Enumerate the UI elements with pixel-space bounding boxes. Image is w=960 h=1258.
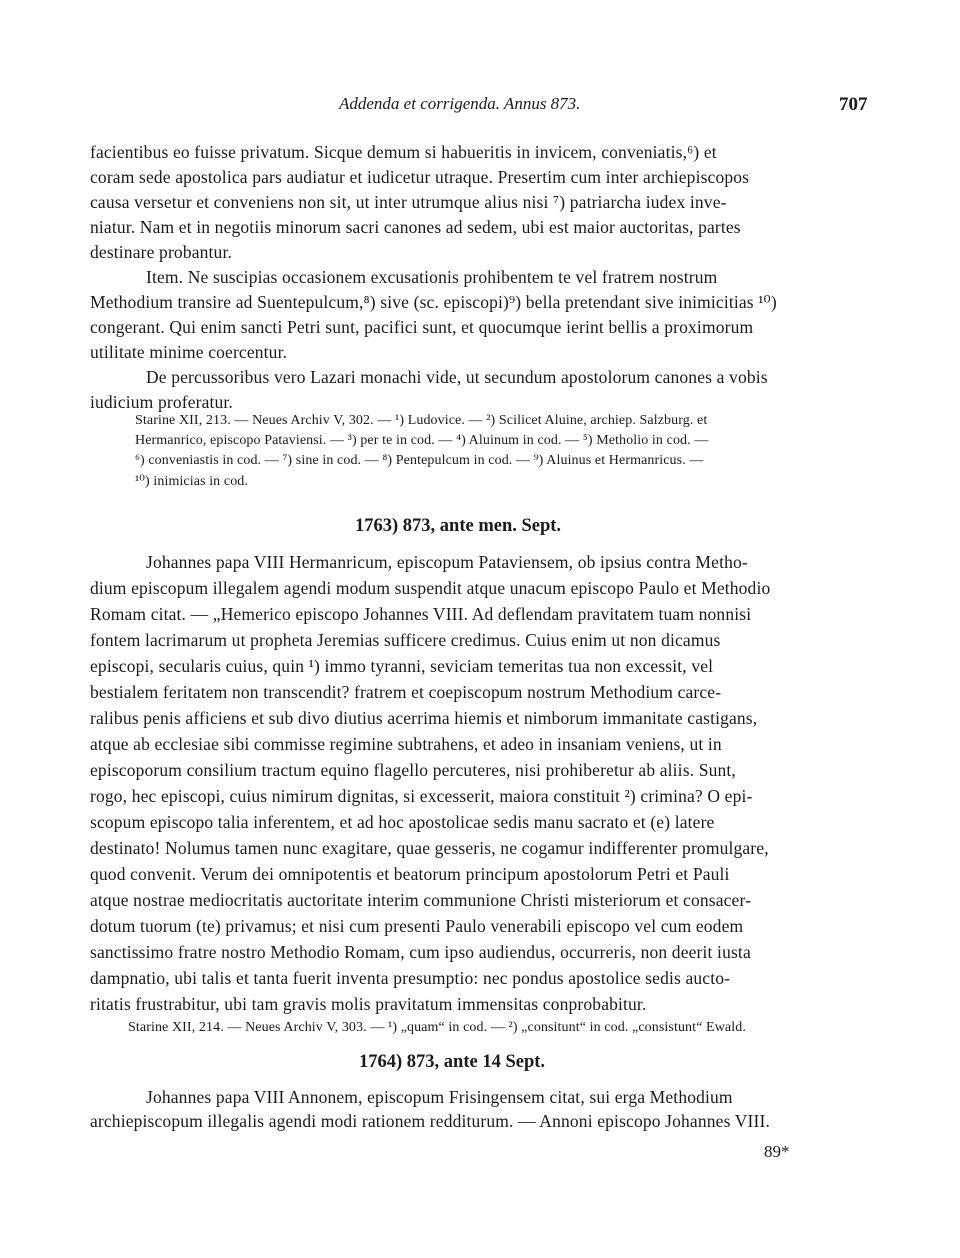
signature-mark: 89* (764, 1142, 790, 1161)
text-line: coram sede apostolica pars audiatur et iudicetur utraque. Presertim cum inter archiepiscopos (90, 167, 750, 187)
text-line: episcoporum consilium tractum equino flagello percuteres, nisi prohiberetur ab aliis. Sunt, (90, 760, 736, 780)
running-title: Addenda et corrigenda. Annus 873. (339, 94, 581, 113)
entry-heading: 1763) 873, ante men. Sept. (355, 516, 562, 536)
text-line: sanctissimo fratre nostro Methodio Romam, cum ipso audiendus, occurreris, non deerit iusta (90, 942, 751, 962)
text-line: dampnatio, ubi talis et tanta fuerit inventa presumptio: nec pondus apostolice sedis aucto- (90, 968, 731, 988)
text-line: quod convenit. Verum dei omnipotentis et beatorum principum apostolorum Petri et Pauli (90, 864, 730, 884)
text-line: facientibus eo fuisse privatum. Sicque demum si habueritis in invicem, conveniatis,⁶) et (90, 142, 717, 162)
footnote-line: Starine XII, 213. — Neues Archiv V, 302. — ¹) Ludovice. — ²) Scilicet Aluine, archiep. Salzburg. et (135, 413, 708, 428)
text-line: ralibus penis afficiens et sub divo diutius acerrima hiemis et nimborum immanitate castigans, (90, 708, 758, 728)
text-line: Methodium transire ad Suentepulcum,⁸) sive (sc. episcopi)⁹) bella pretendant sive inimicitias ¹⁰) (90, 292, 777, 312)
text-line: dotum tuorum (te) privamus; et nisi cum presenti Paulo venerabili episcopo vel cum eodem (90, 916, 744, 936)
text-line: causa versetur et conveniens non sit, ut inter utrumque alius nisi ⁷) patriarcha iudex inve- (90, 192, 727, 212)
text-line: fontem lacrimarum ut propheta Jeremias sufficere credimus. Cuius enim ut non dicamus (90, 630, 721, 650)
text-line: ritatis frustrabitur, ubi tam gravis molis pravitatum immensitas conprobabitur. (90, 994, 647, 1014)
text-line: bestialem feritatem non transcendit? fratrem et coepiscopum nostrum Methodium carce- (90, 682, 722, 702)
text-line: atque ab ecclesiae sibi commisse regimine subtrahens, et adeo in insaniam veniens, ut in (90, 734, 722, 754)
text-line: atque nostrae mediocritatis auctoritate interim communione Christi misteriorum et consacer- (90, 890, 752, 910)
text-line: rogo, hec episcopi, cuius nimirum dignitas, si excesserit, maiora constituit ²) crimina? O epi- (90, 786, 753, 806)
text-line: congerant. Qui enim sancti Petri sunt, pacifici sunt, et quocumque ierint bellis a proximorum (90, 317, 754, 337)
text-line: Romam citat. — „Hemerico episcopo Johannes VIII. Ad deflendam pravitatem tuam nonnisi (90, 604, 752, 624)
footnote-line: ⁶) conveniastis in cod. — ⁷) sine in cod. — ⁸) Pentepulcum in cod. — ⁹) Aluinus et Hermanricus. — (135, 453, 704, 468)
text-line: archiepiscopum illegalis agendi modi rationem redditurum. — Annoni episcopo Johannes VIII. (90, 1111, 770, 1131)
page-number: 707 (839, 94, 868, 115)
text-line: destinare probantur. (90, 242, 232, 262)
text-line: episcopi, secularis cuius, quin ¹) immo tyranni, seviciam temeritas tua non excessit, vel (90, 656, 714, 676)
footnote-line: ¹⁰) inimicias in cod. (135, 474, 248, 489)
text-line: destinato! Nolumus tamen nunc exagitare, quae gesseris, ne cogamur indifferenter promulgare, (90, 838, 769, 858)
footnote-line: Hermanrico, episcopo Pataviensi. — ³) per te in cod. — ⁴) Aluinum in cod. — ⁵) Metholio in cod. — (135, 433, 709, 448)
text-line: De percussoribus vero Lazari monachi vide, ut secundum apostolorum canones a vobis (146, 367, 768, 387)
footnote-line: Starine XII, 214. — Neues Archiv V, 303. — ¹) „quam“ in cod. — ²) „consitunt“ in cod. „consistunt“ Ewald. (128, 1020, 746, 1035)
text-line: utilitate minime coercentur. (90, 342, 288, 362)
entry-heading: 1764) 873, ante 14 Sept. (359, 1052, 546, 1072)
text-line: Item. Ne suscipias occasionem excusationis prohibentem te vel fratrem nostrum (146, 267, 718, 287)
text-line: dium episcopum illegalem agendi modum suspendit atque unacum episcopo Paulo et Methodio (90, 578, 771, 598)
text-line: Johannes papa VIII Annonem, episcopum Frisingensem citat, sui erga Methodium (146, 1087, 733, 1107)
text-line: iudicium proferatur. (90, 392, 233, 412)
text-line: scopum episcopo talia inferentem, et ad hoc apostolicae sedis manu sacrato et (e) latere (90, 812, 715, 832)
text-line: Johannes papa VIII Hermanricum, episcopum Pataviensem, ob ipsius contra Metho- (146, 552, 748, 572)
text-line: niatur. Nam et in negotiis minorum sacri canones ad sedem, ubi est maior auctoritas, partes (90, 217, 741, 237)
